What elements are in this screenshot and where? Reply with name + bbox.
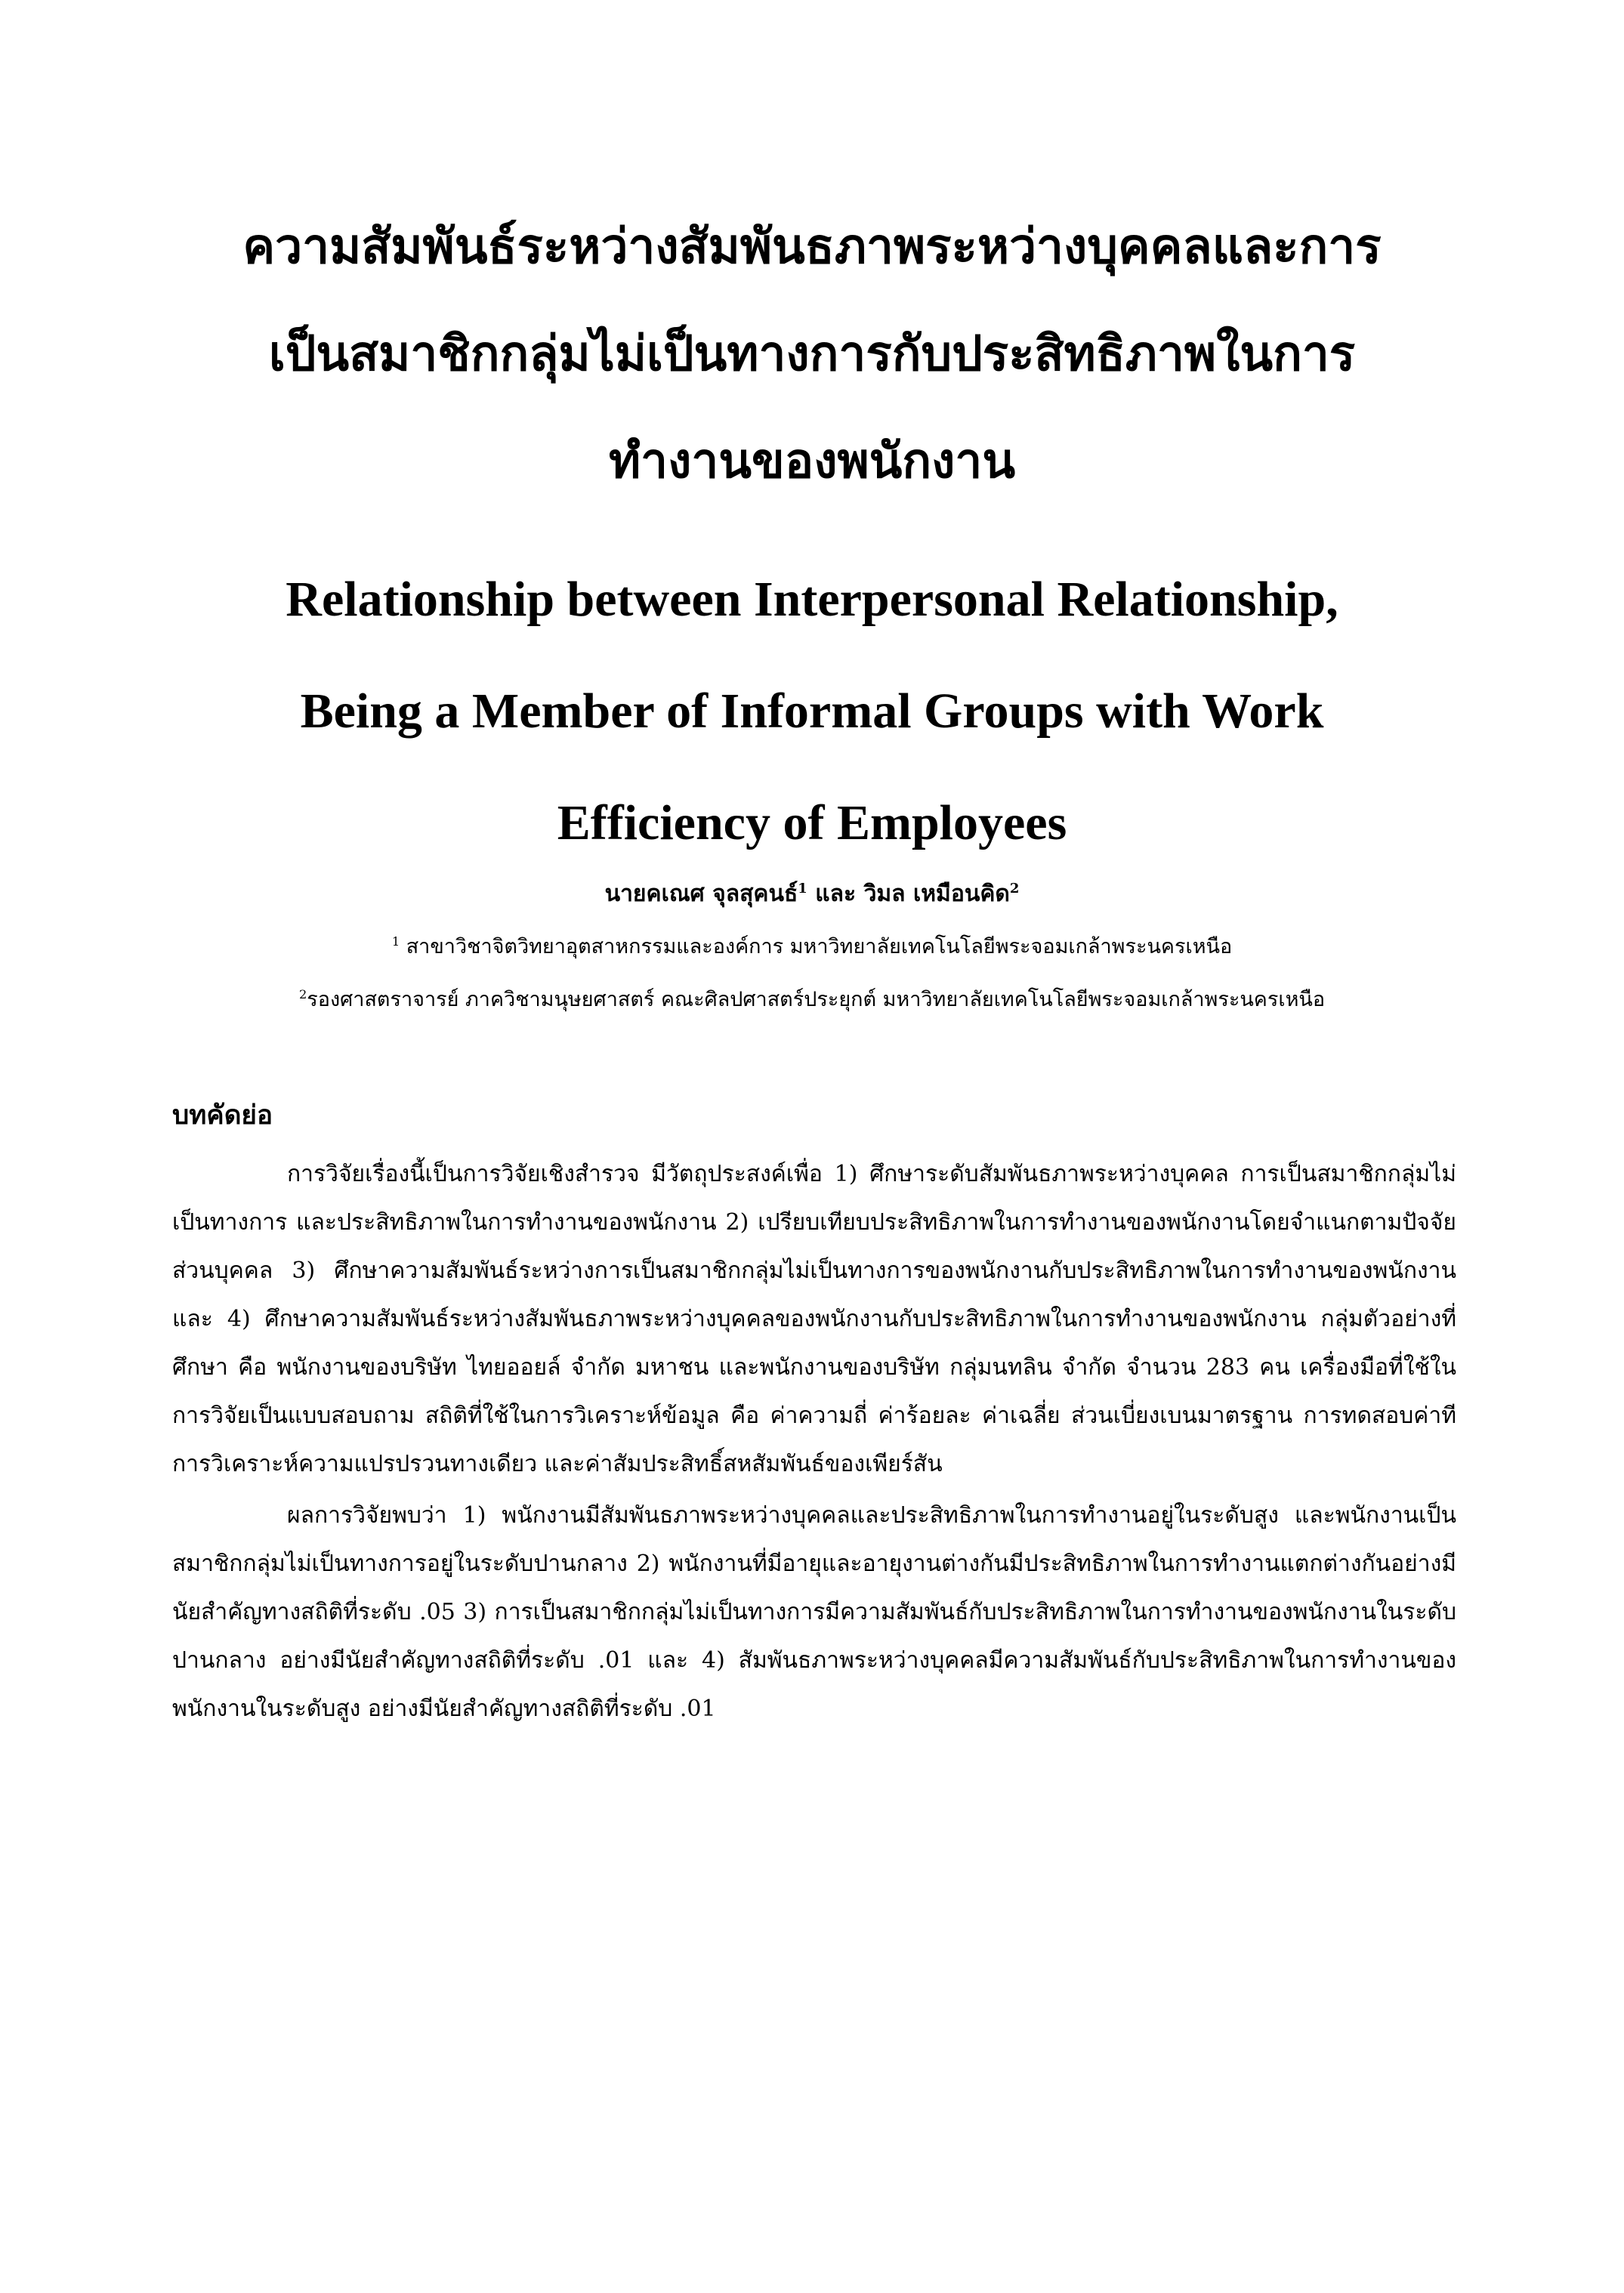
author-affiliation-mark-2: 2 <box>1009 881 1020 897</box>
affiliation-text: รองศาสตราจารย์ ภาควิชามนุษยศาสตร์ คณะศิลปศาสตร์ประยุกต์ มหาวิทยาลัยเทคโนโลยีพระจอมเกล้าพระนครเหนือ <box>307 988 1326 1011</box>
author-name-1: นายคเณศ จุลสุคนธ์ <box>604 881 798 907</box>
abstract-body <box>172 1150 1456 1733</box>
english-title-line: Relationship between Interpersonal Relationship, <box>286 572 1338 627</box>
abstract-paragraph: การวิจัยเรื่องนี้เป็นการวิจัยเชิงสำรวจ มีวัตถุประสงค์เพื่อ 1) ศึกษาระดับสัมพันธภาพระหว่างบุคคล การเป็นสมาชิกกลุ่มไม่เป็นทางการ และประสิทธิภาพในการทำงานของพนักงาน 2) เปรียบเทียบประสิทธิภาพในการทำงานของพนักงานโดยจำแนกตามปัจจัยส่วนบุคคล 3) ศึกษาความสัมพันธ์ระหว่างการเป็นสมาชิกกลุ่มไม่เป็นทางการของพนักงานกับประสิทธิภาพในการทำงานของพนักงาน และ 4) ศึกษาความสัมพันธ์ระหว่างสัมพันธภาพระหว่างบุคคลของพนักงานกับประสิทธิภาพในการทำงานของพนักงาน กลุ่มตัวอย่างที่ศึกษา คือ พนักงานของบริษัท ไทยออยล์ จำกัด มหาชน และพนักงานของบริษัท กลุ่มนทลิน จำกัด จำนวน 283 คน เครื่องมือที่ใช้ในการวิจัยเป็นแบบสอบถาม สถิติที่ใช้ในการวิเคราะห์ข้อมูล คือ ค่าความถี่ ค่าร้อยละ ค่าเฉลี่ย ส่วนเบี่ยงเบนมาตรฐาน การทดสอบค่าที การวิเคราะห์ความแปรปรวนทางเดียว และค่าสัมประสิทธิ์สหสัมพันธ์ของเพียร์สัน <box>172 1161 1456 1477</box>
affiliation-text: สาขาวิชาจิตวิทยาอุตสาหกรรมและองค์การ มหาวิทยาลัยเทคโนโลยีพระจอมเกล้าพระนครเหนือ <box>400 935 1233 958</box>
author-name-2: วิมล เหมือนคิด <box>863 881 1010 907</box>
english-title-line: Efficiency of Employees <box>557 795 1067 850</box>
english-title <box>136 544 1488 879</box>
thai-title-line: ทำงานของพนักงาน <box>608 433 1016 489</box>
abstract-heading: บทคัดย่อ <box>172 1100 273 1131</box>
affiliation-mark: 2 <box>298 987 307 1001</box>
thai-title-line: เป็นสมาชิกกลุ่มไม่เป็นทางการกับประสิทธิภาพในการ <box>268 326 1356 382</box>
affiliation-1 <box>106 929 1518 965</box>
author-affiliation-mark-1: 1 <box>798 881 807 897</box>
affiliation-mark: 1 <box>391 934 400 949</box>
english-title-line: Being a Member of Informal Groups with Work <box>300 684 1324 739</box>
thai-title-line: ความสัมพันธ์ระหว่างสัมพันธภาพระหว่างบุคคลและการ <box>242 218 1382 275</box>
thai-title <box>136 193 1488 515</box>
affiliation-2 <box>106 982 1518 1018</box>
author-line <box>136 875 1488 914</box>
author-conjunction: และ <box>807 881 864 907</box>
abstract-paragraph: ผลการวิจัยพบว่า 1) พนักงานมีสัมพันธภาพระหว่างบุคคลและประสิทธิภาพในการทำงานอยู่ในระดับสูง และพนักงานเป็นสมาชิกกลุ่มไม่เป็นทางการอยู่ในระดับปานกลาง 2) พนักงานที่มีอายุและอายุงานต่างกันมีประสิทธิภาพในการทำงานแตกต่างกันอย่างมีนัยสำคัญทางสถิติที่ระดับ .05 3) การเป็นสมาชิกกลุ่มไม่เป็นทางการมีความสัมพันธ์กับประสิทธิภาพในการทำงานของพนักงานในระดับปานกลาง อย่างมีนัยสำคัญทางสถิติที่ระดับ .01 และ 4) สัมพันธภาพระหว่างบุคคลมีความสัมพันธ์กับประสิทธิภาพในการทำงานของพนักงานในระดับสูง อย่างมีนัยสำคัญทางสถิติที่ระดับ .01 <box>172 1502 1456 1722</box>
